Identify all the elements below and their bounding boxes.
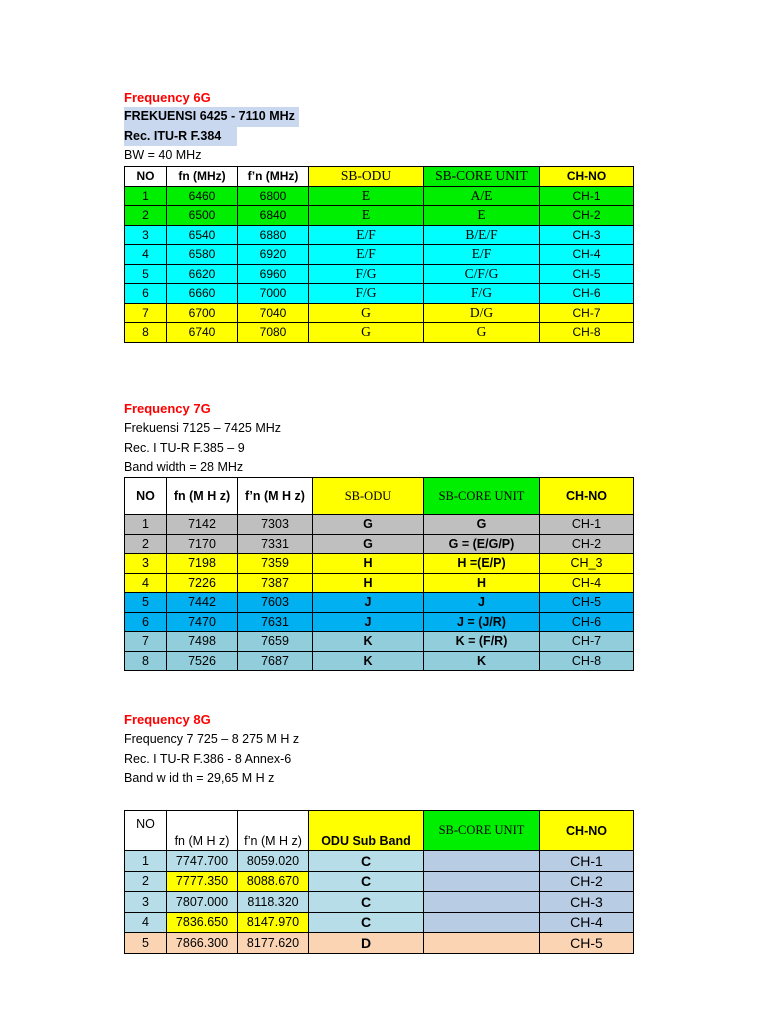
table-cell: 8147.970 bbox=[238, 912, 309, 933]
table-cell: 7807.000 bbox=[167, 892, 238, 913]
table-row bbox=[125, 245, 634, 265]
table-cell: 8177.620 bbox=[238, 933, 309, 954]
table-cell: G bbox=[424, 515, 540, 535]
table-cell: CH-6 bbox=[540, 612, 634, 632]
table-cell: CH-4 bbox=[540, 245, 634, 265]
table-cell: J bbox=[424, 593, 540, 613]
table-cell: 6620 bbox=[167, 264, 238, 284]
table-cell: CH-2 bbox=[540, 871, 634, 892]
table-cell: 6460 bbox=[167, 186, 238, 206]
table-cell: 6 bbox=[125, 284, 167, 304]
bw-7g: Band width = 28 MHz bbox=[124, 460, 244, 474]
table-cell: CH-1 bbox=[540, 186, 634, 206]
table-cell: 7603 bbox=[238, 593, 313, 613]
table-cell bbox=[424, 892, 540, 913]
section-8g bbox=[124, 712, 299, 789]
table-row bbox=[125, 515, 634, 535]
table-row bbox=[125, 651, 634, 671]
table-cell: 8 bbox=[125, 323, 167, 343]
header-fpn: f’n (M H z) bbox=[238, 478, 313, 515]
table-row bbox=[125, 284, 634, 304]
table-cell: CH-7 bbox=[540, 632, 634, 652]
table-cell: 6920 bbox=[238, 245, 309, 265]
table-cell: G bbox=[424, 323, 540, 343]
header-no: NO bbox=[125, 811, 167, 851]
table-cell bbox=[424, 871, 540, 892]
header-fn: fn (M H z) bbox=[167, 811, 238, 851]
header-ch-no: CH-NO bbox=[540, 167, 634, 187]
heading-7g: Frequency 7G bbox=[124, 401, 211, 416]
header-fpn: f’n (MHz) bbox=[238, 167, 309, 187]
table-cell: K = (F/R) bbox=[424, 632, 540, 652]
table-cell: G bbox=[313, 515, 424, 535]
header-ch-no: CH-NO bbox=[540, 478, 634, 515]
table-cell: 7226 bbox=[167, 573, 238, 593]
table-cell: 6500 bbox=[167, 206, 238, 226]
table-row bbox=[125, 632, 634, 652]
table-cell: CH-7 bbox=[540, 303, 634, 323]
header-fpn: f’n (M H z) bbox=[238, 811, 309, 851]
table-cell: 7747.700 bbox=[167, 851, 238, 872]
table-cell: 7659 bbox=[238, 632, 313, 652]
table-cell: 5 bbox=[125, 593, 167, 613]
header-no: NO bbox=[125, 167, 167, 187]
bw-6g: BW = 40 MHz bbox=[124, 148, 202, 162]
table-row bbox=[125, 612, 634, 632]
table-cell: B/E/F bbox=[424, 225, 540, 245]
table-row bbox=[125, 206, 634, 226]
table-cell: 7387 bbox=[238, 573, 313, 593]
heading-6g: Frequency 6G bbox=[124, 90, 211, 105]
table-cell: 7080 bbox=[238, 323, 309, 343]
table-cell: H =(E/P) bbox=[424, 554, 540, 574]
table-cell: 1 bbox=[125, 515, 167, 535]
table-cell: H bbox=[424, 573, 540, 593]
table-cell: K bbox=[424, 651, 540, 671]
table-cell: 6740 bbox=[167, 323, 238, 343]
table-cell: 6840 bbox=[238, 206, 309, 226]
table-header bbox=[125, 167, 634, 187]
table-cell: C bbox=[309, 892, 424, 913]
table-cell: H bbox=[313, 573, 424, 593]
table-cell: 6660 bbox=[167, 284, 238, 304]
table-cell: 3 bbox=[125, 554, 167, 574]
table-cell: 2 bbox=[125, 206, 167, 226]
table-row bbox=[125, 912, 634, 933]
table-cell: J bbox=[313, 593, 424, 613]
table-row bbox=[125, 554, 634, 574]
section-6g bbox=[124, 90, 299, 166]
table-cell: F/G bbox=[424, 284, 540, 304]
table-row bbox=[125, 573, 634, 593]
table-cell: 3 bbox=[125, 225, 167, 245]
table-cell: 8059.020 bbox=[238, 851, 309, 872]
table-cell: 5 bbox=[125, 264, 167, 284]
table-cell: E bbox=[424, 206, 540, 226]
table-cell: CH-4 bbox=[540, 573, 634, 593]
table-cell: 7170 bbox=[167, 534, 238, 554]
table-cell: D/G bbox=[424, 303, 540, 323]
header-sb-odu: SB-ODU bbox=[313, 478, 424, 515]
table-cell: G = (E/G/P) bbox=[424, 534, 540, 554]
table-cell: CH-3 bbox=[540, 892, 634, 913]
table-row bbox=[125, 871, 634, 892]
table-cell: D bbox=[309, 933, 424, 954]
table-row bbox=[125, 534, 634, 554]
table-row bbox=[125, 892, 634, 913]
table-row bbox=[125, 264, 634, 284]
table-cell: CH-5 bbox=[540, 933, 634, 954]
table-cell: F/G bbox=[309, 264, 424, 284]
table-7g bbox=[124, 477, 634, 671]
header-odu-sub-band: ODU Sub Band bbox=[309, 811, 424, 851]
table-cell: 7198 bbox=[167, 554, 238, 574]
table-cell: 5 bbox=[125, 933, 167, 954]
table-cell: CH_3 bbox=[540, 554, 634, 574]
table-cell: CH-5 bbox=[540, 264, 634, 284]
table-cell: 6700 bbox=[167, 303, 238, 323]
table-cell: 8 bbox=[125, 651, 167, 671]
table-cell: 7303 bbox=[238, 515, 313, 535]
table-cell: 7526 bbox=[167, 651, 238, 671]
header-sb-core: SB-CORE UNIT bbox=[424, 167, 540, 187]
freq-range-7g: Frekuensi 7125 – 7425 MHz bbox=[124, 421, 282, 435]
table-cell: 2 bbox=[125, 871, 167, 892]
table-cell: 1 bbox=[125, 186, 167, 206]
table-cell: 3 bbox=[125, 892, 167, 913]
table-cell: K bbox=[313, 632, 424, 652]
table-cell: C bbox=[309, 871, 424, 892]
table-cell: G bbox=[309, 303, 424, 323]
table-cell: 6800 bbox=[238, 186, 309, 206]
table-cell: CH-2 bbox=[540, 534, 634, 554]
table-cell: H bbox=[313, 554, 424, 574]
table-row bbox=[125, 323, 634, 343]
table-cell: E/F bbox=[309, 245, 424, 265]
table-cell: 7631 bbox=[238, 612, 313, 632]
table-row bbox=[125, 933, 634, 954]
table-cell bbox=[424, 912, 540, 933]
table-cell: 6 bbox=[125, 612, 167, 632]
table-cell: 8118.320 bbox=[238, 892, 309, 913]
table-cell: 4 bbox=[125, 573, 167, 593]
table-cell bbox=[424, 933, 540, 954]
freq-range-8g: Frequency 7 725 – 8 275 M H z bbox=[124, 732, 300, 746]
table-cell: J bbox=[313, 612, 424, 632]
table-cell: 7 bbox=[125, 303, 167, 323]
table-cell: 6540 bbox=[167, 225, 238, 245]
table-cell: F/G bbox=[309, 284, 424, 304]
table-cell: CH-3 bbox=[540, 225, 634, 245]
table-cell: E/F bbox=[309, 225, 424, 245]
table-cell: 4 bbox=[125, 245, 167, 265]
table-cell: CH-8 bbox=[540, 651, 634, 671]
table-cell: 7836.650 bbox=[167, 912, 238, 933]
table-row bbox=[125, 225, 634, 245]
table-cell: 2 bbox=[125, 534, 167, 554]
table-cell: 7040 bbox=[238, 303, 309, 323]
table-cell: 6880 bbox=[238, 225, 309, 245]
table-cell: G bbox=[313, 534, 424, 554]
header-sb-core: SB-CORE UNIT bbox=[424, 811, 540, 851]
table-cell: 7142 bbox=[167, 515, 238, 535]
table-row bbox=[125, 186, 634, 206]
rec-8g: Rec. I TU-R F.386 - 8 Annex-6 bbox=[124, 751, 292, 766]
header-fn: fn (M H z) bbox=[167, 478, 238, 515]
table-cell: 6960 bbox=[238, 264, 309, 284]
table-cell: 7498 bbox=[167, 632, 238, 652]
table-8g bbox=[124, 810, 634, 954]
table-row bbox=[125, 851, 634, 872]
table-cell: C/F/G bbox=[424, 264, 540, 284]
header-sb-odu: SB-ODU bbox=[309, 167, 424, 187]
table-cell: 1 bbox=[125, 851, 167, 872]
table-cell: C bbox=[309, 912, 424, 933]
table-cell: E bbox=[309, 206, 424, 226]
table-row bbox=[125, 593, 634, 613]
table-cell: 7866.300 bbox=[167, 933, 238, 954]
table-cell: 7000 bbox=[238, 284, 309, 304]
table-cell: CH-5 bbox=[540, 593, 634, 613]
rec-6g: Rec. ITU-R F.384 bbox=[124, 127, 237, 147]
table-6g bbox=[124, 166, 634, 343]
table-cell: CH-4 bbox=[540, 912, 634, 933]
table-cell: 7777.350 bbox=[167, 871, 238, 892]
table-cell: 8088.670 bbox=[238, 871, 309, 892]
header-fn: fn (MHz) bbox=[167, 167, 238, 187]
header-no: NO bbox=[125, 478, 167, 515]
freq-range-6g: FREKUENSI 6425 - 7110 MHz bbox=[124, 107, 299, 127]
table-header bbox=[125, 478, 634, 515]
rec-7g: Rec. I TU-R F.385 – 9 bbox=[124, 440, 245, 455]
header-sb-core: SB-CORE UNIT bbox=[424, 478, 540, 515]
table-cell: CH-1 bbox=[540, 515, 634, 535]
table-cell: CH-6 bbox=[540, 284, 634, 304]
table-cell: A/E bbox=[424, 186, 540, 206]
table-cell: 7470 bbox=[167, 612, 238, 632]
table-cell: 6580 bbox=[167, 245, 238, 265]
table-row bbox=[125, 303, 634, 323]
table-cell: 7442 bbox=[167, 593, 238, 613]
table-cell: 4 bbox=[125, 912, 167, 933]
section-7g bbox=[124, 401, 281, 478]
table-cell: G bbox=[309, 323, 424, 343]
table-cell: CH-1 bbox=[540, 851, 634, 872]
table-cell: J = (J/R) bbox=[424, 612, 540, 632]
table-cell: 7331 bbox=[238, 534, 313, 554]
table-header bbox=[125, 811, 634, 851]
table-cell: CH-8 bbox=[540, 323, 634, 343]
header-ch-no: CH-NO bbox=[540, 811, 634, 851]
table-cell: E/F bbox=[424, 245, 540, 265]
table-cell bbox=[424, 851, 540, 872]
bw-8g: Band w id th = 29,65 M H z bbox=[124, 771, 275, 785]
table-cell: C bbox=[309, 851, 424, 872]
table-cell: K bbox=[313, 651, 424, 671]
table-cell: 7 bbox=[125, 632, 167, 652]
table-cell: E bbox=[309, 186, 424, 206]
table-cell: 7687 bbox=[238, 651, 313, 671]
table-cell: CH-2 bbox=[540, 206, 634, 226]
heading-8g: Frequency 8G bbox=[124, 712, 211, 727]
table-cell: 7359 bbox=[238, 554, 313, 574]
